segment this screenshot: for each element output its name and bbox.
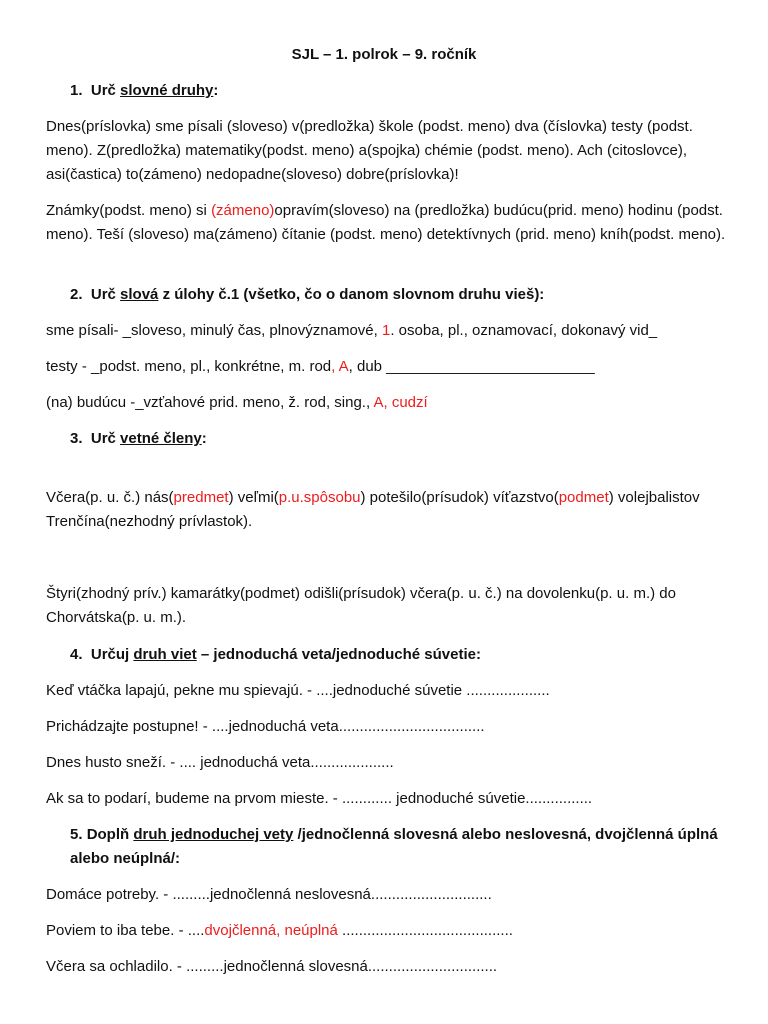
section-1-paragraph-1: Dnes(príslovka) sme písali (sloveso) v(predložka) škole (podst. meno) dva (číslovka) testy (podst. meno). Z(predložka) matematiky(podst. meno) a(spojka) chémie (podst. meno). Ach (citoslovce), asi(častica) to(zámeno) nedopadne(sloveso) dobre(príslovka)!	[46, 118, 693, 183]
section-2-pre: Urč	[90, 286, 121, 303]
section-1-heading	[70, 79, 218, 103]
section-2-l1-red: 1	[381, 322, 391, 339]
section-1-underlined: slovné druhy	[120, 82, 214, 99]
section-4-heading	[70, 643, 481, 667]
section-3-p1-part-d: ) volejbalistov Trenčína(nezhodný prívlastok).	[46, 489, 700, 530]
section-4-line-4: Ak sa to podarí, budeme na prvom mieste. - ............ jednoduché súvetie................	[46, 790, 593, 807]
section-1-paragraph-2	[46, 199, 736, 247]
section-5-l2-red: dvojčlenná, neúplná	[204, 922, 338, 939]
section-2-l2-part-a: testy - _podst. meno, pl., konkrétne, m. rod	[46, 358, 332, 375]
section-4-number: 4.	[70, 646, 83, 663]
section-4-line-2: Prichádzajte postupne! - ....jednoduchá veta...................................	[46, 718, 485, 735]
section-2-number: 2.	[70, 286, 83, 303]
section-3-underlined: vetné členy	[120, 430, 202, 447]
section-2-line-3	[46, 391, 736, 415]
section-3-p1-red-2: p.u.spôsobu	[278, 489, 361, 506]
section-5-line-1: Domáce potreby. - .........jednočlenná neslovesná.............................	[46, 886, 492, 903]
section-2-line-2	[46, 355, 736, 379]
section-1-p2-red: (zámeno)	[211, 202, 275, 219]
section-4-underlined: druh viet	[133, 646, 197, 663]
section-3-post: :	[201, 430, 207, 447]
section-2-line-1	[46, 319, 736, 343]
section-3-p1-part-a: Včera(p. u. č.) nás(	[46, 489, 174, 506]
section-2-post: z úlohy č.1 (všetko, čo o danom slovnom druhu vieš):	[158, 286, 545, 303]
section-5-line-3: Včera sa ochladilo. - .........jednočlenná slovesná...............................	[46, 958, 498, 975]
section-2-l1-part-b: . osoba, pl., oznamovací, dokonavý vid_	[390, 322, 658, 339]
section-1-p2-part-b: opravím(sloveso) na (predložka) budúcu(prid. meno) hodinu (podst. meno). Teší (sloveso) ma(zámeno) čítanie (podst. meno) detektívnych (prid. meno) kníh(podst. meno).	[46, 202, 726, 243]
section-3-number: 3.	[70, 430, 83, 447]
section-1-post: :	[213, 82, 219, 99]
section-1-number: 1.	[70, 82, 83, 99]
section-4-line-3: Dnes husto sneží. - .... jednoduchá veta....................	[46, 754, 394, 771]
section-2-l3-part-a: (na) budúcu -_vzťahové prid. meno, ž. rod, sing.,	[46, 394, 371, 411]
section-2-l2-red: , A	[331, 358, 349, 375]
section-5-number: 5.	[70, 826, 83, 843]
section-3-p1-part-c: ) potešilo(prísudok) víťazstvo(	[360, 489, 559, 506]
section-1-pre: Urč	[90, 82, 121, 99]
section-4-post: – jednoduchá veta/jednoduché súvetie:	[196, 646, 481, 663]
section-3-p1-red-3: podmet	[558, 489, 609, 506]
section-3-p1-part-b: ) veľmi(	[228, 489, 279, 506]
section-3-heading	[70, 427, 207, 451]
section-3-paragraph-2: Štyri(zhodný prív.) kamarátky(podmet) odišli(prísudok) včera(p. u. č.) na dovolenku(p. u. m.) do Chorvátska(p. u. m.).	[46, 585, 676, 626]
section-1-p2-part-a: Známky(podst. meno) si	[46, 202, 212, 219]
section-4-pre: Určuj	[90, 646, 134, 663]
section-4-line-1: Keď vtáčka lapajú, pekne mu spievajú. - ....jednoduché súvetie ....................	[46, 682, 550, 699]
section-5-l2-part-a: Poviem to iba tebe. - ....	[46, 922, 205, 939]
section-2-heading	[70, 283, 544, 307]
section-5-l2-part-b: .........................................	[337, 922, 513, 939]
section-3-paragraph-1	[46, 486, 736, 534]
section-3-p1-red-1: predmet	[173, 489, 229, 506]
section-5-pre: Doplň	[86, 826, 134, 843]
section-2-l2-part-b: , dub _________________________	[348, 358, 595, 375]
section-5-heading	[70, 823, 720, 871]
section-3-pre: Urč	[90, 430, 121, 447]
section-2-l1-part-a: sme písali- _sloveso, minulý čas, plnovýznamové,	[46, 322, 382, 339]
section-2-underlined: slová	[120, 286, 159, 303]
page-title: SJL – 1. polrok – 9. ročník	[291, 46, 477, 63]
section-5-underlined: druh jednoduchej vety	[133, 826, 294, 843]
section-5-post: /jednočlenná slovesná alebo neslovesná, dvojčlenná úplná alebo neúplná/:	[70, 826, 718, 867]
section-5-line-2	[46, 919, 736, 943]
section-2-l3-red: A, cudzí	[370, 394, 428, 411]
